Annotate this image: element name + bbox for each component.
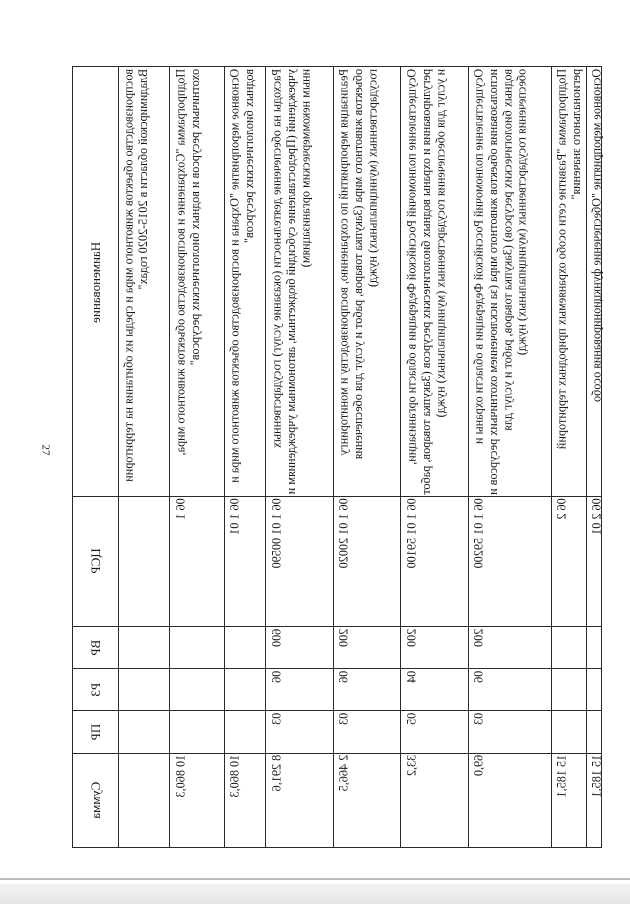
cell-name: Осуществление полномочий Российской Федерации в области организации, регулирования и охраны водных биологических ресурсов (Закупка товаров, работ и услуг для обеспечения государственных (муниципальных) нужд) <box>401 67 469 497</box>
page-number: 27 <box>39 444 52 456</box>
cell-pr <box>118 711 169 753</box>
cell-name: Реализация мероприятий по сохранению, воспроизводству и мониторингу объектов животного мира (Закупка товаров, работ и услуг для обеспечения государственных (муниципальных) нужд) <box>333 67 401 497</box>
column-header-vr: ВР <box>73 626 119 668</box>
cell-pr: 05 <box>401 711 469 753</box>
budget-table-rotated <box>72 66 602 848</box>
cell-vr: 200 <box>333 626 401 668</box>
cell-name: Расходы на обеспечение деятельности (оказание услуг) государственных учреждений (Предоставление субсидий бюджетным, автономным учреждениям и иным некоммерческим организациям) <box>266 67 334 497</box>
cell-name: Подпрограмма "Развитие сети особо охраняемых природных территорий регионального значения" <box>551 67 586 497</box>
cell-csr: 06 1 01 00590 <box>266 497 334 627</box>
cell-vr <box>118 626 169 668</box>
cell-rz: 06 <box>266 669 334 711</box>
cell-csr: 06 1 01 59200 <box>468 497 551 627</box>
cell-vr: 200 <box>468 626 551 668</box>
column-header-pr: ПР <box>73 711 119 753</box>
cell-sum: 69,0 <box>468 753 551 847</box>
cell-pr <box>224 711 265 753</box>
cell-pr: 03 <box>266 711 334 753</box>
table-band <box>73 753 602 847</box>
cell-csr: 06 2 <box>551 497 586 627</box>
cell-vr <box>586 626 601 668</box>
cell-pr: 03 <box>468 711 551 753</box>
column-header-csr: ЦСР <box>73 497 119 627</box>
cell-vr <box>551 626 586 668</box>
scan-edge-shadow <box>0 884 630 904</box>
cell-sum <box>118 753 169 847</box>
cell-name: Осуществление полномочий Российской Федерации в области охраны и использования объектов животного мира (за исключением охотничьих ресурсов и водных биологических ресурсов) (Закупка товаров, работ и услуг для обеспечения государственных (муниципальных) нужд) <box>468 67 551 497</box>
cell-sum: 33,2 <box>401 753 469 847</box>
cell-vr <box>170 626 225 668</box>
cell-pr: 03 <box>333 711 401 753</box>
cell-sum: 8 291,6 <box>266 753 334 847</box>
cell-rz <box>586 669 601 711</box>
cell-rz: 06 <box>333 669 401 711</box>
cell-csr: 06 2 01 <box>586 497 601 627</box>
cell-sum: 10 860,3 <box>224 753 265 847</box>
cell-name: воспроизводство объектов животного мира и среды их обитания на территории Владимирской области в 2015-2020 годах" <box>118 67 169 497</box>
column-header-name: Наименование <box>73 67 119 497</box>
table-band <box>73 67 602 497</box>
cell-csr: 06 1 <box>170 497 225 627</box>
cell-csr: 06 1 01 59100 <box>401 497 469 627</box>
table-band <box>73 497 602 627</box>
cell-rz: 04 <box>401 669 469 711</box>
table-band <box>73 626 602 668</box>
cell-csr <box>118 497 169 627</box>
scan-edge <box>0 878 630 880</box>
cell-sum: 15 185,1 <box>586 753 601 847</box>
column-header-sum: Сумма <box>73 753 119 847</box>
cell-rz: 06 <box>468 669 551 711</box>
cell-name: Основное мероприятие "Охрана и воспроизводство объектов животного мира и водных биологических ресурсов" <box>224 67 265 497</box>
table-band <box>73 669 602 711</box>
column-header-rz: РЗ <box>73 669 119 711</box>
cell-sum: 2 466,5 <box>333 753 401 847</box>
cell-vr: 200 <box>401 626 469 668</box>
cell-name: Основное мероприятие "Обеспечение функционирования особо <box>586 67 601 497</box>
cell-pr <box>586 711 601 753</box>
cell-rz <box>551 669 586 711</box>
cell-vr <box>224 626 265 668</box>
cell-vr: 600 <box>266 626 334 668</box>
cell-rz <box>118 669 169 711</box>
cell-pr <box>170 711 225 753</box>
cell-rz <box>224 669 265 711</box>
budget-table <box>72 66 602 848</box>
cell-csr: 06 1 01 20020 <box>333 497 401 627</box>
cell-csr: 06 1 01 <box>224 497 265 627</box>
cell-sum: 15 185,1 <box>551 753 586 847</box>
table-band <box>73 711 602 753</box>
cell-pr <box>551 711 586 753</box>
cell-sum: 10 860,3 <box>170 753 225 847</box>
cell-name: Подпрограмма "Сохранение и воспроизводство объектов животного мира, охотничьих ресурсов и водных биологических ресурсов" <box>170 67 225 497</box>
cell-rz <box>170 669 225 711</box>
